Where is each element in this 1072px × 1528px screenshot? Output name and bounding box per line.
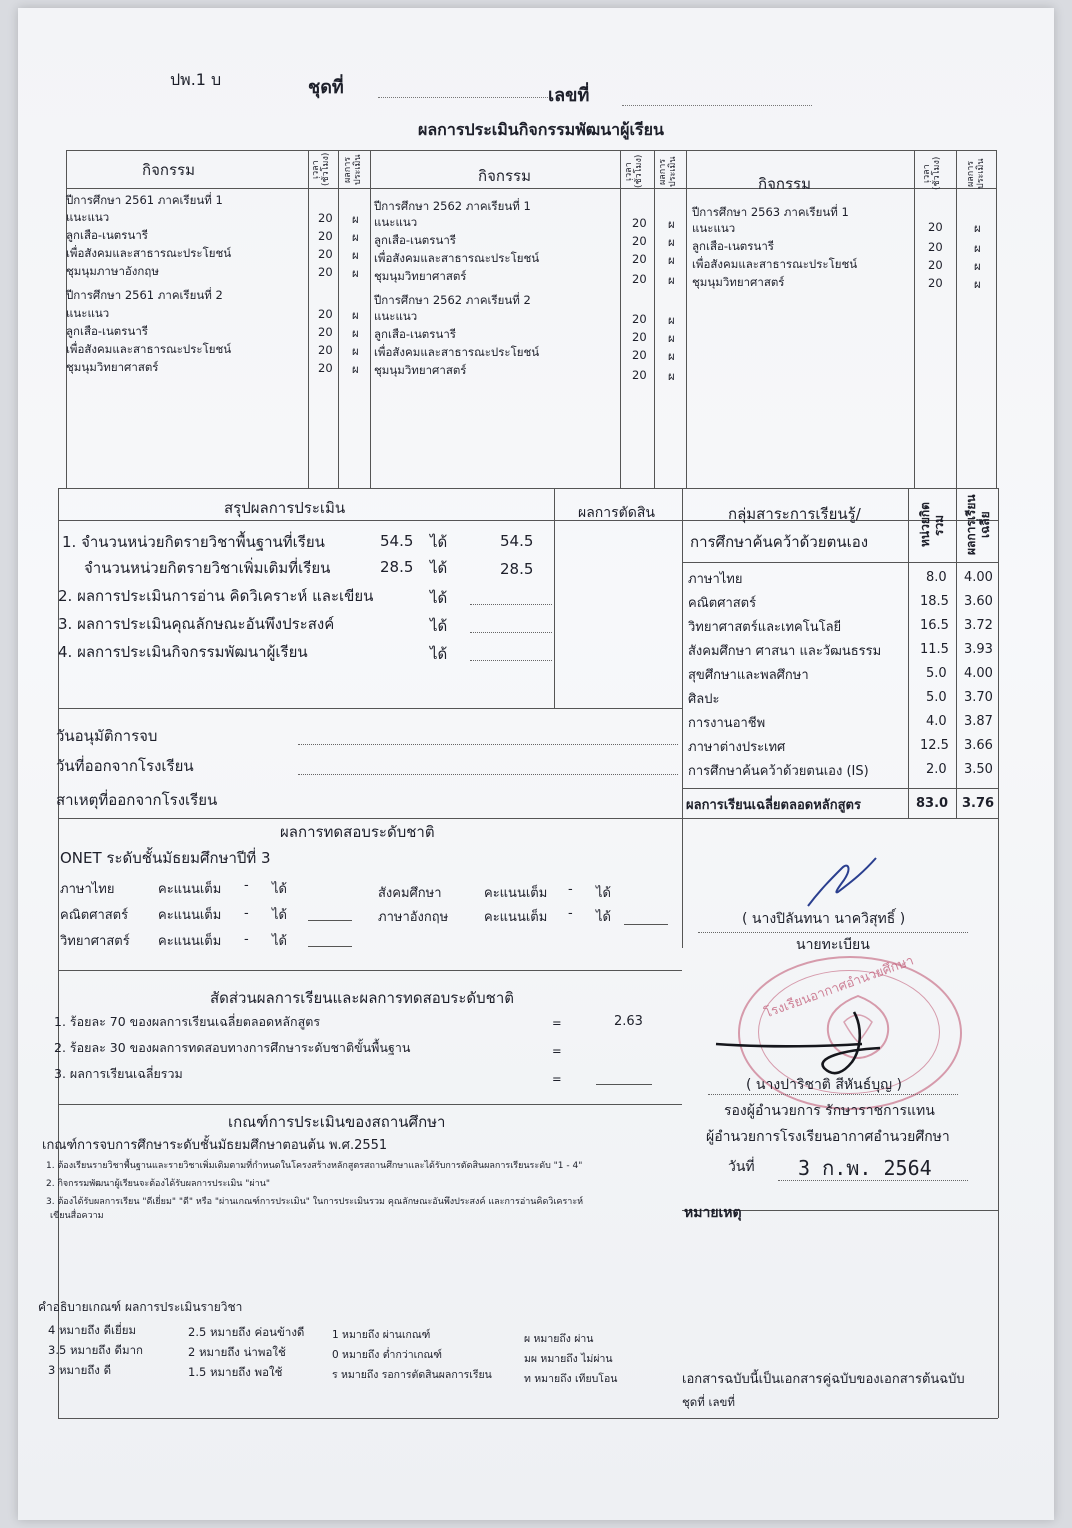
- col1-row: เพื่อสังคมและสาธารณะประโยชน์: [66, 342, 232, 356]
- registrar-line: [698, 932, 968, 933]
- col2-row: ลูกเสือ-เนตรนารี: [374, 233, 456, 247]
- onet-got: ได้: [272, 908, 287, 923]
- col1-time-divider: [308, 150, 309, 488]
- legend-item: 1.5 หมายถึง พอใช้: [188, 1365, 283, 1379]
- subject-name: สุขศึกษาและพลศึกษา: [688, 668, 809, 683]
- col2-hours: 20: [632, 234, 647, 248]
- legend-item: มผ หมายถึง ไม่ผ่าน: [524, 1353, 613, 1365]
- col3-result-header: ผลการประเมิน: [966, 158, 986, 190]
- ratio-title: สัดส่วนผลการเรียนและผลการทดสอบระดับชาติ: [210, 989, 514, 1007]
- col3-row: ปีการศึกษา 2563 ภาคเรียนที่ 1: [692, 205, 849, 219]
- onet-title: ผลการทดสอบระดับชาติ: [280, 823, 435, 841]
- col2-hours: 20: [632, 216, 647, 230]
- col3-divider: [686, 150, 687, 488]
- deputy-line: [708, 1094, 958, 1095]
- summary-line-1b-got: ได้: [430, 559, 448, 577]
- col2-result: ผ: [668, 273, 675, 287]
- grade-header: ผลการเรียนเฉลี่ย: [964, 494, 992, 556]
- col3-time-divider: [914, 150, 915, 488]
- table-top-border: [66, 150, 996, 151]
- onet-got: ได้: [272, 882, 287, 897]
- subject-grade: 3.60: [964, 594, 993, 609]
- col2-result: ผ: [668, 217, 675, 231]
- col2-row: เพื่อสังคมและสาธารณะประโยชน์: [374, 251, 540, 265]
- col2-result-divider: [654, 150, 655, 488]
- total-label: ผลการเรียนเฉลี่ยตลอดหลักสูตร: [686, 798, 861, 813]
- summary-line-1-got: ได้: [430, 533, 448, 551]
- col1-activity-header: กิจกรรม: [142, 161, 195, 179]
- table-bottom-border: [58, 488, 998, 489]
- legend-item: 2.5 หมายถึง ค่อนข้างดี: [188, 1325, 305, 1339]
- onet-dash: -: [568, 882, 573, 897]
- col2-row: ลูกเสือ-เนตรนารี: [374, 327, 456, 341]
- col2-activity-header: กิจกรรม: [478, 167, 531, 185]
- set-line: [378, 96, 548, 98]
- col3-hours: 20: [928, 220, 943, 234]
- leave-date-blank: [298, 774, 678, 775]
- col1-row: แนะแนว: [66, 306, 110, 320]
- col1-result: ผ: [352, 362, 359, 376]
- subject-credit: 16.5: [920, 618, 949, 633]
- col1-row: ลูกเสือ-เนตรนารี: [66, 324, 148, 338]
- col1-result: ผ: [352, 344, 359, 358]
- subject-name: การงานอาชีพ: [688, 716, 766, 731]
- col2-result: ผ: [668, 369, 675, 383]
- leave-date-label: วันที่ออกจากโรงเรียน: [56, 757, 194, 775]
- col2-row: แนะแนว: [374, 215, 418, 229]
- onet-dash: -: [244, 906, 249, 921]
- page-title: ผลการประเมินกิจกรรมพัฒนาผู้เรียน: [418, 120, 664, 139]
- summary-line-2: 2. ผลการประเมินการอ่าน คิดวิเคราะห์ และเขียน: [58, 587, 374, 605]
- criteria-item: เขียนสื่อความ: [50, 1211, 104, 1221]
- onet-dash: -: [244, 878, 249, 893]
- summary-line-1: 1. จำนวนหน่วยกิตรายวิชาพื้นฐานที่เรียน: [62, 533, 325, 551]
- subject-grade: 4.00: [964, 570, 993, 585]
- criteria-title: เกณฑ์การประเมินของสถานศึกษา: [228, 1113, 446, 1131]
- col3-hours: 20: [928, 258, 943, 272]
- stamp-text: โรงเรียนอากาศอำนวยศึกษา: [762, 953, 916, 1022]
- registrar-name: ( นางปิลันทนา นาควิสุทธิ์ ): [742, 911, 906, 927]
- subject-name: ภาษาต่างประเทศ: [688, 740, 786, 755]
- remarks-title: หมายเหตุ: [684, 1205, 742, 1221]
- onet-bottom-border: [58, 970, 682, 971]
- col1-row: เพื่อสังคมและสาธารณะประโยชน์: [66, 246, 232, 260]
- col1-hours: 20: [318, 229, 333, 243]
- col2-hours: 20: [632, 272, 647, 286]
- ratio-line-1-value: 2.63: [614, 1014, 643, 1029]
- col1-row: ชุมนุมวิทยาศาสตร์: [66, 360, 159, 374]
- registrar-title: นายทะเบียน: [796, 937, 870, 953]
- col1-result: ผ: [352, 248, 359, 262]
- summary-line-4: 4. ผลการประเมินกิจกรรมพัฒนาผู้เรียน: [58, 643, 308, 661]
- col3-result: ผ: [974, 241, 981, 255]
- col2-row: ชุมนุมวิทยาศาสตร์: [374, 269, 467, 283]
- onet-subject: สังคมศึกษา: [378, 886, 442, 901]
- summary-line-2-blank: [470, 604, 552, 605]
- onet-full: คะแนนเต็ม: [158, 882, 222, 897]
- onet-subject: วิทยาศาสตร์: [60, 934, 130, 949]
- col3-hours: 20: [928, 240, 943, 254]
- col1-result: ผ: [352, 266, 359, 280]
- col1-result: ผ: [352, 326, 359, 340]
- onet-full: คะแนนเต็ม: [158, 934, 222, 949]
- col1-hours: 20: [318, 265, 333, 279]
- subjects-header-border: [682, 562, 998, 563]
- col2-result: ผ: [668, 253, 675, 267]
- summary-title: สรุปผลการประเมิน: [224, 499, 346, 517]
- subjects-credit-divider: [908, 488, 909, 818]
- legend-item: 3.5 หมายถึง ดีมาก: [48, 1343, 144, 1357]
- onet-blank: [624, 924, 668, 925]
- subject-name: ศิลปะ: [688, 692, 720, 707]
- col1-hours: 20: [318, 343, 333, 357]
- ratio-line-2: 2. ร้อยละ 30 ของผลการทดสอบทางการศึกษาระดับชาติขั้นพื้นฐาน: [54, 1040, 411, 1055]
- onet-got: ได้: [596, 910, 611, 925]
- summary-lower-border: [58, 708, 682, 709]
- col1-result: ผ: [352, 308, 359, 322]
- col2-divider: [370, 150, 371, 488]
- summary-bottom-border: [58, 818, 998, 819]
- ratio-line-3: 3. ผลการเรียนเฉลี่ยรวม: [54, 1066, 183, 1081]
- summary-line-1-value: 54.5: [380, 532, 414, 550]
- col3-result: ผ: [974, 277, 981, 291]
- page-bottom-border: [58, 1418, 998, 1419]
- col3-result: ผ: [974, 259, 981, 273]
- summary-line-3-got: ได้: [430, 617, 448, 635]
- col1-row: ลูกเสือ-เนตรนารี: [66, 228, 148, 242]
- onet-subject: คณิตศาสตร์: [60, 908, 129, 923]
- onet-blank: [308, 946, 352, 947]
- onet-subject: ภาษาอังกฤษ: [378, 910, 449, 925]
- col2-time-header: เวลา (ชั่วโมง): [624, 154, 644, 188]
- col2-time-divider: [620, 150, 621, 488]
- criteria-subtitle: เกณฑ์การจบการศึกษาระดับชั้นมัธยมศึกษาตอนต้น พ.ศ.2551: [42, 1138, 388, 1153]
- summary-line-3-blank: [470, 632, 552, 633]
- footer-set-number: ชุดที่ เลขที่: [682, 1395, 735, 1409]
- legend-item: 1 หมายถึง ผ่านเกณฑ์: [332, 1329, 431, 1341]
- decision-title: ผลการตัดสิน: [578, 505, 655, 521]
- ratio-eq: =: [552, 1044, 562, 1058]
- set-label: ชุดที่: [308, 77, 344, 98]
- subject-credit: 5.0: [926, 666, 947, 681]
- onet-got: ได้: [596, 886, 611, 901]
- subjects-grade-divider: [956, 488, 957, 818]
- summary-line-1b-value: 28.5: [380, 558, 414, 576]
- deputy-name: ( นางปาริชาติ สีหันธ์บุญ ): [746, 1077, 902, 1093]
- summary-line-1b: จำนวนหน่วยกิตรายวิชาเพิ่มเติมที่เรียน: [84, 559, 331, 577]
- col2-result: ผ: [668, 235, 675, 249]
- col2-row: แนะแนว: [374, 309, 418, 323]
- lower-right-border: [998, 818, 999, 1418]
- subjects-right-border: [998, 488, 999, 818]
- criteria-item: 1. ต้องเรียนรายวิชาพื้นฐานและรายวิชาเพิ่มเติมตามที่กำหนดในโครงสร้างหลักสูตรสถานศึกษาและได้รับการตัดสินผลการเรียนระดับ "1 - 4": [46, 1161, 583, 1171]
- summary-line-1b-result: 28.5: [500, 560, 534, 578]
- col2-result: ผ: [668, 349, 675, 363]
- legend-title: คำอธิบายเกณฑ์ ผลการประเมินรายวิชา: [38, 1300, 243, 1314]
- criteria-item: 3. ต้องได้รับผลการเรียน "ดีเยี่ยม" "ดี" หรือ "ผ่านเกณฑ์การประเมิน" ในการประเมินรวม คุณลักษณะอันพึงประสงค์ และการอ่านคิดวิเคราะห์: [46, 1197, 584, 1207]
- subject-name: คณิตศาสตร์: [688, 596, 757, 611]
- col3-row: ลูกเสือ-เนตรนารี: [692, 239, 774, 253]
- subject-grade: 3.72: [964, 618, 993, 633]
- summary-line-4-got: ได้: [430, 645, 448, 663]
- subject-name: วิทยาศาสตร์และเทคโนโลยี: [688, 620, 842, 635]
- summary-line-4-blank: [470, 660, 552, 661]
- col2-row: ปีการศึกษา 2562 ภาคเรียนที่ 2: [374, 293, 531, 307]
- subject-name: ภาษาไทย: [688, 572, 743, 587]
- col1-row: แนะแนว: [66, 210, 110, 224]
- deputy-title: รองผู้อำนวยการ รักษาราชการแทน: [724, 1103, 935, 1119]
- col2-hours: 20: [632, 330, 647, 344]
- col3-row: ชุมนุมวิทยาศาสตร์: [692, 275, 785, 289]
- onet-subtitle: ONET ระดับชั้นมัธยมศึกษาปีที่ 3: [60, 849, 271, 867]
- footer-note: เอกสารฉบับนี้เป็นเอกสารคู่ฉบับของเอกสารต้นฉบับ: [682, 1372, 965, 1387]
- col2-result: ผ: [668, 313, 675, 327]
- col2-row: ปีการศึกษา 2562 ภาคเรียนที่ 1: [374, 199, 531, 213]
- subject-credit: 18.5: [920, 594, 949, 609]
- col3-hours: 20: [928, 276, 943, 290]
- subject-grade: 3.93: [964, 642, 993, 657]
- col1-hours: 20: [318, 307, 333, 321]
- col1-hours: 20: [318, 361, 333, 375]
- table-header-border: [66, 188, 996, 189]
- subjects-total-border: [682, 788, 998, 789]
- col2-row: เพื่อสังคมและสาธารณะประโยชน์: [374, 345, 540, 359]
- col3-row: แนะแนว: [692, 221, 736, 235]
- leave-reason-label: สาเหตุที่ออกจากโรงเรียน: [56, 791, 218, 809]
- summary-subjects-divider: [682, 488, 683, 948]
- legend-item: 0 หมายถึง ต่ำกว่าเกณฑ์: [332, 1349, 442, 1361]
- subject-credit: 5.0: [926, 690, 947, 705]
- subjects-title-1: กลุ่มสาระการเรียนรู้/: [728, 505, 861, 523]
- summary-line-3: 3. ผลการประเมินคุณลักษณะอันพึงประสงค์: [58, 615, 335, 633]
- ratio-eq: =: [552, 1016, 562, 1030]
- summary-line-1-result: 54.5: [500, 532, 534, 550]
- ratio-eq: =: [552, 1072, 562, 1086]
- number-line: [622, 104, 812, 106]
- onet-dash: -: [244, 932, 249, 947]
- col2-result-header: ผลการประเมิน: [658, 156, 678, 188]
- col3-result: ผ: [974, 221, 981, 235]
- col1-row: ปีการศึกษา 2561 ภาคเรียนที่ 2: [66, 288, 223, 302]
- col1-result: ผ: [352, 212, 359, 226]
- col2-result: ผ: [668, 331, 675, 345]
- total-grade: 3.76: [962, 796, 995, 811]
- onet-dash: -: [568, 906, 573, 921]
- registrar-signature: [802, 854, 882, 912]
- col2-hours: 20: [632, 312, 647, 326]
- total-credit: 83.0: [916, 796, 949, 811]
- summary-line-2-got: ได้: [430, 589, 448, 607]
- approve-date-label: วันอนุมัติการจบ: [56, 727, 158, 745]
- ratio-bottom-border: [58, 1104, 682, 1105]
- document-page: [18, 8, 1054, 1520]
- legend-item: 2 หมายถึง น่าพอใช้: [188, 1345, 286, 1359]
- col1-result-header: ผลการประเมิน: [343, 154, 363, 186]
- subject-grade: 3.87: [964, 714, 993, 729]
- subject-grade: 3.70: [964, 690, 993, 705]
- legend-item: ผ หมายถึง ผ่าน: [524, 1333, 594, 1345]
- onet-subject: ภาษาไทย: [60, 882, 115, 897]
- date-label: วันที่: [728, 1159, 755, 1175]
- form-code: ปพ.1 บ: [170, 70, 222, 89]
- onet-full: คะแนนเต็ม: [158, 908, 222, 923]
- col2-hours: 20: [632, 348, 647, 362]
- col3-time-header: เวลา (ชั่วโมง): [922, 156, 942, 190]
- subject-grade: 3.50: [964, 762, 993, 777]
- summary-decision-divider: [554, 488, 555, 708]
- ratio-blank: [596, 1084, 652, 1085]
- subject-credit: 12.5: [920, 738, 949, 753]
- col2-hours: 20: [632, 252, 647, 266]
- col3-result-divider: [956, 150, 957, 488]
- credit-header: หน่วยกิตรวม: [918, 502, 946, 548]
- subject-name: สังคมศึกษา ศาสนา และวัฒนธรรม: [688, 644, 882, 659]
- ratio-line-1: 1. ร้อยละ 70 ของผลการเรียนเฉลี่ยตลอดหลักสูตร: [54, 1014, 321, 1029]
- legend-item: 3 หมายถึง ดี: [48, 1363, 112, 1377]
- date-line: [778, 1180, 968, 1181]
- legend-item: ท หมายถึง เทียบโอน: [524, 1373, 618, 1385]
- col1-result-divider: [338, 150, 339, 488]
- col1-hours: 20: [318, 325, 333, 339]
- criteria-item: 2. กิจกรรมพัฒนาผู้เรียนจะต้องได้รับผลการประเมิน "ผ่าน": [46, 1179, 271, 1189]
- director-title: ผู้อำนวยการโรงเรียนอากาศอำนวยศึกษา: [706, 1129, 950, 1145]
- subject-grade: 4.00: [964, 666, 993, 681]
- col1-time-header: เวลา (ชั่วโมง): [311, 152, 331, 186]
- date-stamp: 3 ก.พ. 2564: [798, 1156, 932, 1180]
- col2-row: ชุมนุมวิทยาศาสตร์: [374, 363, 467, 377]
- onet-full: คะแนนเต็ม: [484, 886, 548, 901]
- legend-item: 4 หมายถึง ดีเยี่ยม: [48, 1323, 137, 1337]
- legend-item: ร หมายถึง รอการตัดสินผลการเรียน: [332, 1369, 492, 1381]
- subject-grade: 3.66: [964, 738, 993, 753]
- approve-date-blank: [298, 744, 678, 745]
- col1-hours: 20: [318, 247, 333, 261]
- col3-activity-header: กิจกรรม: [758, 175, 811, 193]
- col2-hours: 20: [632, 368, 647, 382]
- onet-got: ได้: [272, 934, 287, 949]
- col1-row: ปีการศึกษา 2561 ภาคเรียนที่ 1: [66, 193, 223, 207]
- onet-blank: [308, 920, 352, 921]
- subject-credit: 4.0: [926, 714, 947, 729]
- col1-hours: 20: [318, 211, 333, 225]
- subjects-title-2: การศึกษาค้นคว้าด้วยตนเอง: [690, 533, 869, 551]
- number-label: เลขที่: [548, 85, 590, 106]
- col3-row: เพื่อสังคมและสาธารณะประโยชน์: [692, 257, 858, 271]
- col1-row: ชุมนุมภาษาอังกฤษ: [66, 264, 159, 278]
- onet-full: คะแนนเต็ม: [484, 910, 548, 925]
- subject-credit: 8.0: [926, 570, 947, 585]
- subject-credit: 2.0: [926, 762, 947, 777]
- subject-name: การศึกษาค้นคว้าด้วยตนเอง (IS): [688, 764, 869, 779]
- col1-result: ผ: [352, 230, 359, 244]
- subject-credit: 11.5: [920, 642, 949, 657]
- table-right-border: [996, 150, 997, 488]
